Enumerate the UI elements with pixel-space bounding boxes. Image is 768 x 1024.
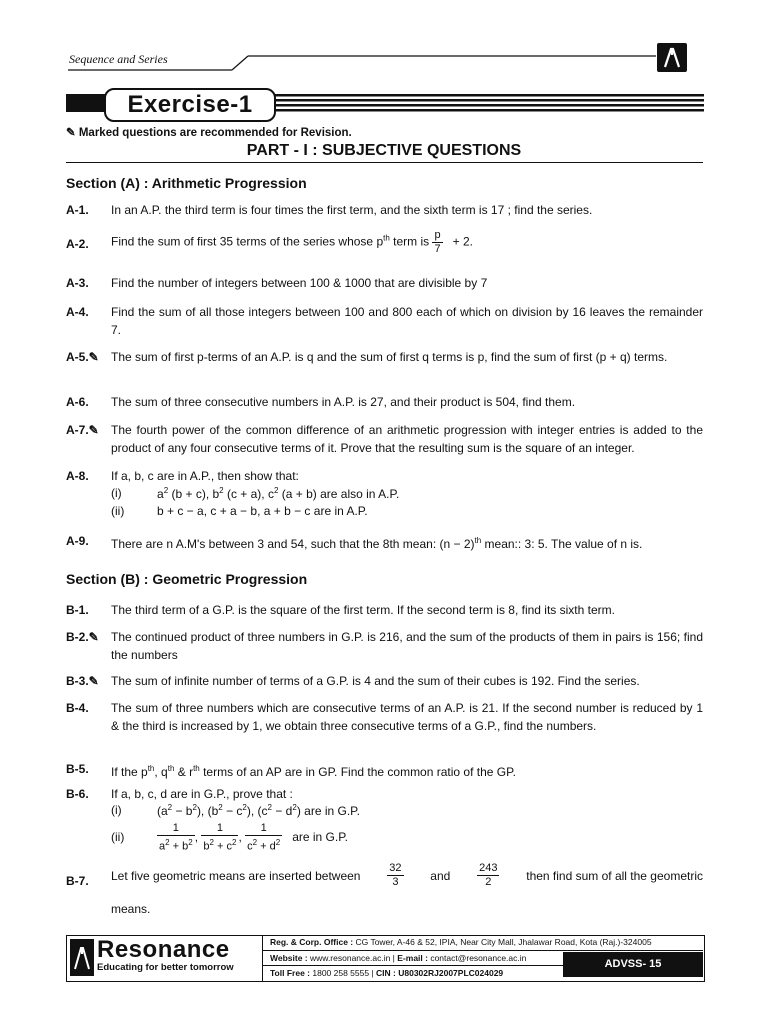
question-number: A-6. [66, 395, 89, 409]
question-number: A-7.✎ [66, 423, 99, 437]
question-number: A-5.✎ [66, 350, 99, 364]
question-text: The third term of a G.P. is the square of the first term. If the second term is 8, find its sixth term. [111, 603, 615, 617]
question-number: A-2. [66, 237, 89, 251]
sub-label: (i) [111, 486, 122, 500]
part-title: PART - I : SUBJECTIVE QUESTIONS [246, 142, 522, 159]
question-text: means. [111, 902, 151, 916]
question-text: The fourth power of the common difference of an arithmetic progression with integer entries is added to the product of any four consecutive terms of it. Prove that the resulting sum is the square of an integer. [111, 423, 703, 455]
fraction: $\frac{32}{3}$ [389, 862, 402, 888]
page-code: ADVSS- 15 [563, 952, 703, 977]
pencil-icon: ✎ [88, 630, 99, 644]
footer-rule [262, 965, 563, 966]
question-text: Find the sum of first 35 terms of the series whose $p^{th}$ term is $\frac{p}{7}$ + 2. [111, 229, 473, 255]
brand-name: Resonance [97, 936, 230, 963]
brand-logo-icon [70, 939, 94, 976]
exercise-title: Exercise-1 [104, 88, 276, 122]
footer-divider [262, 935, 263, 982]
question-text: If the $p^{th}$, $q^{th}$ & $r^{th}$ terms of an AP are in GP. Find the common ratio of the GP. [111, 764, 516, 779]
fraction: $\frac{p}{7}$ [434, 229, 441, 255]
banner-left-bar [66, 94, 106, 112]
fraction: $\frac{243}{2}$ [479, 862, 498, 888]
part-divider [66, 162, 703, 163]
question-number: A-4. [66, 305, 89, 319]
sub-text: $(a^2 - b^2)$, $(b^2 - c^2)$, $(c^2 - d^2)$ are in G.P. [157, 803, 360, 818]
question-text: If a, b, c, d are in G.P., prove that : [111, 787, 293, 801]
question-number: A-9. [66, 534, 89, 548]
question-number: B-3.✎ [66, 674, 99, 688]
question-text: Let five geometric means are inserted between $\frac{32}{3}$ and $\frac{243}{2}$ then find sum of all the geometric [111, 862, 703, 888]
question-number: B-5. [66, 762, 89, 776]
question-number: B-4. [66, 701, 89, 715]
pencil-icon: ✎ [88, 350, 99, 364]
sub-text: b + c − a, c + a − b, a + b − c are in A.P. [157, 504, 368, 518]
footer-rule [262, 950, 703, 951]
question-text: There are n A.M's between 3 and 54, such that the 8th mean: $(n - 2)^{th}$ mean:: 3: 5. The value of n is. [111, 536, 643, 551]
sub-text: $\frac{1}{a^2 + b^2}$ , $\frac{1}{b^2 + c^2}$ , $\frac{1}{c^2 + d^2}$ are in G.P. [159, 822, 348, 853]
brand-tagline: Educating for better tomorrow [97, 962, 234, 973]
question-text: The sum of three numbers which are consecutive terms of an A.P. is 21. If the second number is reduced by 1 & the third is increased by 1, we obtain three consecutive terms of a G.P., find the numbers. [111, 701, 703, 733]
marked-note: ✎ Marked questions are recommended for Revision. [66, 127, 352, 139]
question-text: In an A.P. the third term is four times the first term, and the sixth term is 17 ; find the series. [111, 203, 593, 217]
question-text: The sum of three consecutive numbers in A.P. is 27, and their product is 504, find them. [111, 395, 576, 409]
question-number: B-2.✎ [66, 630, 99, 644]
question-number: A-1. [66, 203, 89, 217]
question-number: A-3. [66, 276, 89, 290]
question-text: Find the number of integers between 100 & 1000 that are divisible by 7 [111, 276, 488, 290]
footer-office: Reg. & Corp. Office : CG Tower, A-46 & 52, IPIA, Near City Mall, Jhalawar Road, Kota (Raj.)-324005 [270, 937, 652, 947]
header-rule [60, 55, 700, 73]
question-number: A-8. [66, 469, 89, 483]
question-text: Find the sum of all those integers between 100 and 800 each of which on division by 16 leaves the remainder 7. [111, 305, 703, 337]
pencil-icon: ✎ [66, 127, 79, 139]
section-b-title: Section (B) : Geometric Progression [66, 571, 308, 587]
question-text: The sum of first p-terms of an A.P. is q and the sum of first q terms is p, find the sum of first (p + q) terms. [111, 350, 668, 364]
sub-text: $a^2$ (b + c), $b^2$ (c + a), $c^2$ (a + b) are also in A.P. [157, 486, 400, 501]
question-text: If a, b, c are in A.P., then show that: [111, 469, 299, 483]
question-number: B-6. [66, 787, 89, 801]
pencil-icon: ✎ [88, 674, 99, 688]
sub-label: (ii) [111, 504, 125, 518]
brand-logo-icon [657, 43, 687, 72]
question-text: The continued product of three numbers in G.P. is 216, and the sum of the products of them in pairs is 156; find the numbers [111, 630, 703, 662]
question-number: B-1. [66, 603, 89, 617]
section-a-title: Section (A) : Arithmetic Progression [66, 175, 307, 191]
footer-website: Website : www.resonance.ac.in | E-mail : contact@resonance.ac.in [270, 953, 527, 963]
chapter-title: Sequence and Series [69, 52, 168, 66]
footer-tollfree: Toll Free : 1800 258 5555 | CIN : U80302RJ2007PLC024029 [270, 968, 504, 978]
question-text: The sum of infinite number of terms of a G.P. is 4 and the sum of their cubes is 192. Find the series. [111, 674, 640, 688]
question-number: B-7. [66, 874, 89, 888]
banner-stripes [270, 94, 704, 114]
sub-label: (i) [111, 803, 122, 817]
pencil-icon: ✎ [88, 423, 99, 437]
sub-label: (ii) [111, 830, 125, 844]
